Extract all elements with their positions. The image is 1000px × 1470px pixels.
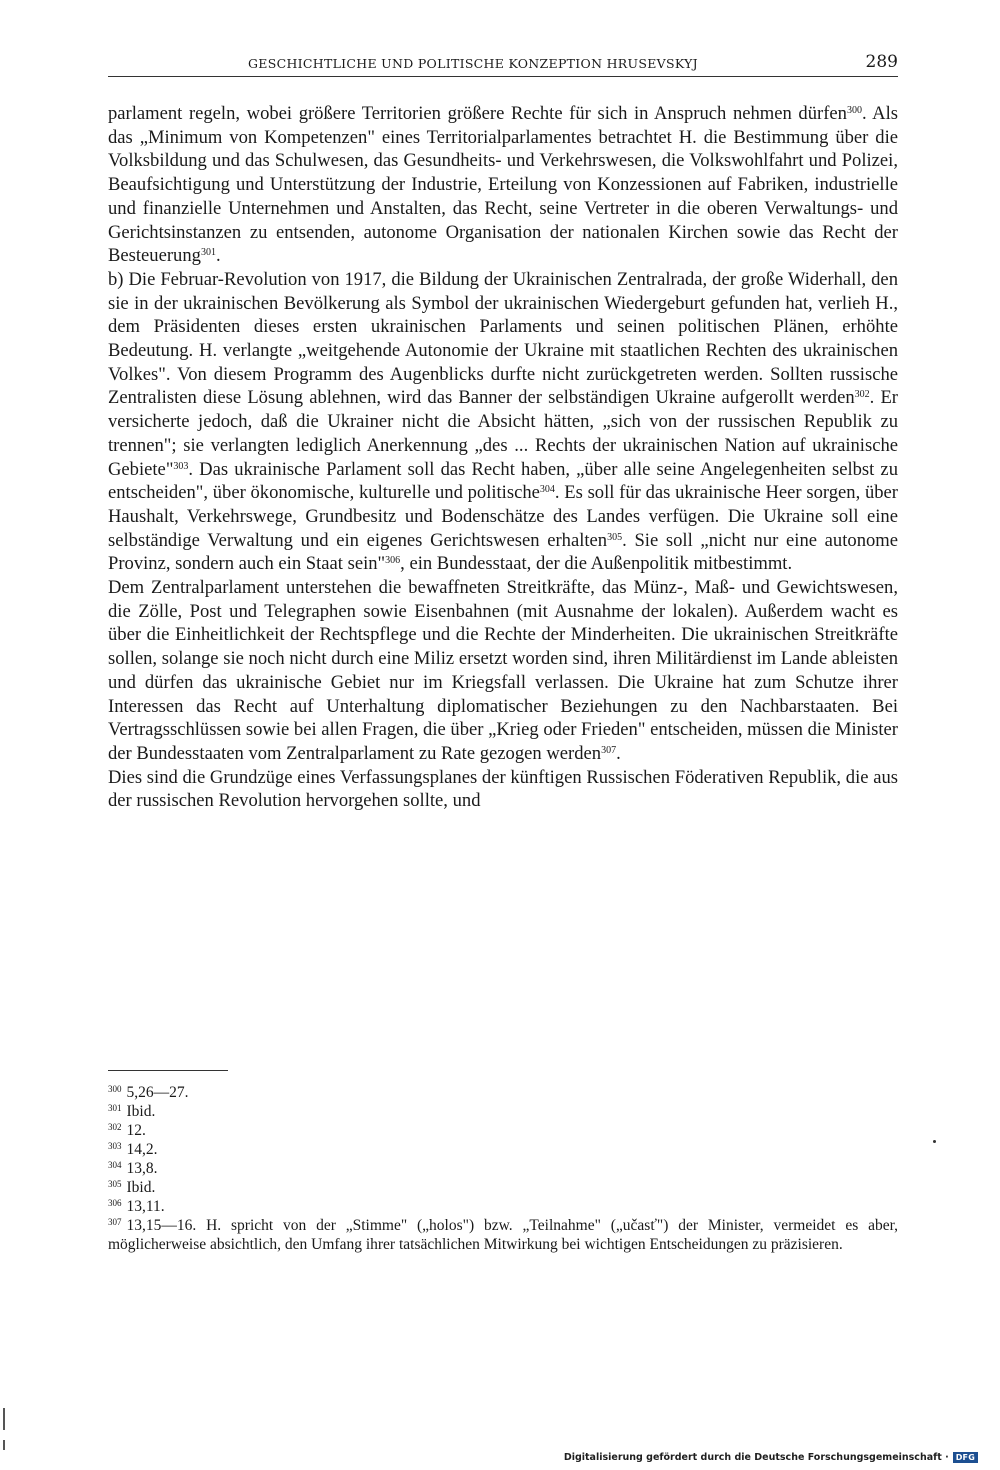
scan-edge-mark (3, 1440, 5, 1450)
footnote-ref: 302 (854, 389, 870, 401)
paragraph-3 (108, 576, 898, 766)
text-run: . (215, 245, 221, 267)
footnote-300 (108, 1083, 898, 1102)
dfg-logo: DFG (953, 1452, 978, 1463)
footnote-text: 5,26—27. (126, 1084, 189, 1101)
footnote-ref: 305 (607, 531, 623, 543)
footnote-301 (108, 1102, 898, 1121)
footnote-text: 13,15—16. H. spricht von der „Stimme" („holos") bzw. „Teilnahme" („učasť") der Minister, vermeidet es aber, möglicherweise absichtlich, den Umfang ihrer tatsächlichen Mitwirkung bei wichtigen Entscheidungen zu präzisieren. (108, 1217, 898, 1253)
footnote-ref: 306 (385, 555, 401, 567)
page-number: 289 (865, 52, 898, 72)
text-run: Dem Zentralparlament unterstehen die bewaffneten Streitkräfte, das Münz-, Maß- und Gewichtswesen, die Zölle, Post und Telegraphen sowie Eisenbahnen (mit Ausnahme der lokalen). Außerdem wacht es über die Einheitlichkeit der Rechtspflege und die Rechte der Minderheiten. Die ukrainischen Streitkräfte sollen, solange sie noch nicht durch eine Miliz ersetzt worden sind, ihren Militärdienst im Lande ableisten und dürfen das ukrainische Gebiet nur im Kriegsfall verlassen. Die Ukraine hat zum Schutze ihrer Interessen das Recht auf Unterhaltung diplomatischer Beziehungen zu den Nachbarstaaten. Bei Vertragsschlüssen sowie bei allen Fragen, die über „Krieg oder Frieden" entscheiden, müssen die Minister der Bundesstaaten vom Zentralparlament zu Rate gezogen werden (108, 577, 898, 764)
paragraph-4 (108, 766, 898, 813)
footnote-text: 13,8. (126, 1160, 158, 1177)
footnote-number: 305 (108, 1179, 122, 1189)
funding-credit (564, 1452, 978, 1463)
running-header (108, 50, 898, 77)
footnote-text: Ibid. (126, 1103, 156, 1120)
footnote-number: 301 (108, 1103, 122, 1113)
footnote-306 (108, 1197, 898, 1216)
footnote-305 (108, 1178, 898, 1197)
main-text (108, 102, 898, 813)
footnote-text: 14,2. (126, 1141, 158, 1158)
funding-credit-text: Digitalisierung gefördert durch die Deutsche Forschungsgemeinschaft · (563, 1452, 949, 1463)
paragraph-2 (108, 268, 898, 576)
text-run: . Das ukrainische Parlament soll das Recht haben, „über alle seine Angelegenheiten selbst zu entscheiden", über ökonomische, kulturelle und politische (108, 458, 898, 504)
footnote-divider (108, 1070, 228, 1071)
footnote-ref: 304 (539, 484, 555, 496)
scan-edge-mark (3, 1408, 5, 1430)
footnote-number: 300 (108, 1084, 122, 1094)
text-run: . Als das „Minimum von Kompetenzen" eines Territorialparlamentes betrachtet H. die Bestimmung über die Volksbildung und das Schulwesen, das Gesundheits- und Verkehrswesen, die Volkswohlfahrt und Polizei, Beaufsichtigung und Unterstützung der Industrie, Erteilung von Konzessionen auf Fabriken, industrielle und finanzielle Unternehmen und Anstalten, das Recht, seine Vertreter in die oberen Verwaltungs- und Gerichtsinstanzen zu entsenden, autonome Organisation der nationalen Kirchen sowie das Recht der Besteuerung (108, 103, 898, 267)
text-run: . (616, 742, 621, 764)
text-run: b) Die Februar-Revolution von 1917, die Bildung der Ukrainischen Zentralrada, der große Widerhall, den sie in der ukrainischen Bevölkerung als Symbol der ukrainischen Wiedergeburt gefunden hat, verlieh H., dem Präsidenten dieses ersten ukrainischen Parlaments und seinen politischen Plänen, erhöhte Bedeutung. H. verlangte „weitgehende Autonomie der Ukraine mit staatlichen Rechten des ukrainischen Volkes". Von diesem Programm des Augenblicks durfte nicht zurückgetreten werden. Sollten russische Zentralisten diese Lösung ablehnen, wird das Banner der selbständigen Ukraine aufgerollt werden (108, 268, 898, 409)
footnote-302 (108, 1121, 898, 1140)
footnote-number: 303 (108, 1141, 122, 1151)
running-title: GESCHICHTLICHE UND POLITISCHE KONZEPTION HRUSEVSKYJ (248, 56, 698, 71)
paragraph-1 (108, 102, 898, 268)
text-run: Dies sind die Grundzüge eines Verfassungsplanes der künftigen Russischen Föderativen Republik, die aus der russischen Revolution hervorgehen sollte, und (108, 766, 898, 812)
footnote-304 (108, 1159, 898, 1178)
footnote-number: 304 (108, 1160, 122, 1170)
footnote-ref: 301 (200, 247, 216, 259)
footnote-ref: 300 (846, 105, 862, 116)
scan-speck (933, 1140, 936, 1143)
footnote-number: 307 (108, 1217, 122, 1227)
footnote-number: 302 (108, 1122, 122, 1132)
text-run: , ein Bundesstaat, der die Außenpolitik mitbestimmt. (400, 553, 793, 575)
footnote-ref: 307 (601, 744, 617, 756)
footnote-number: 306 (108, 1198, 122, 1208)
footnote-text: 13,11. (126, 1198, 165, 1215)
text-run: . Er versicherte jedoch, daß die Ukrainer nicht die Absicht hätten, „sich von der russischen Republik zu trennen"; sie verlangten lediglich Anerkennung „des ... Rechts der ukrainischen Nation auf ukrainische Gebiete" (108, 387, 898, 480)
footnote-text: 12. (126, 1122, 146, 1139)
footnote-text: Ibid. (126, 1179, 156, 1196)
text-run: parlament regeln, wobei größere Territorien größere Rechte für sich in Anspruch nehmen dürfen (108, 103, 847, 124)
footnote-ref: 303 (173, 460, 189, 472)
footnotes (108, 1083, 898, 1254)
footnote-307 (108, 1216, 898, 1254)
text-run: . Sie soll „nicht nur eine autonome Provinz, sondern auch ein Staat sein" (108, 529, 898, 575)
footnote-303 (108, 1140, 898, 1159)
text-run: . Es soll für das ukrainische Heer sorgen, über Haushalt, Verkehrswege, Grundbesitz und Bodenschätze des Landes verfügen. Die Ukraine soll eine selbständige Verwaltung und ein eigenes Gerichtswesen erhalten (108, 482, 898, 551)
